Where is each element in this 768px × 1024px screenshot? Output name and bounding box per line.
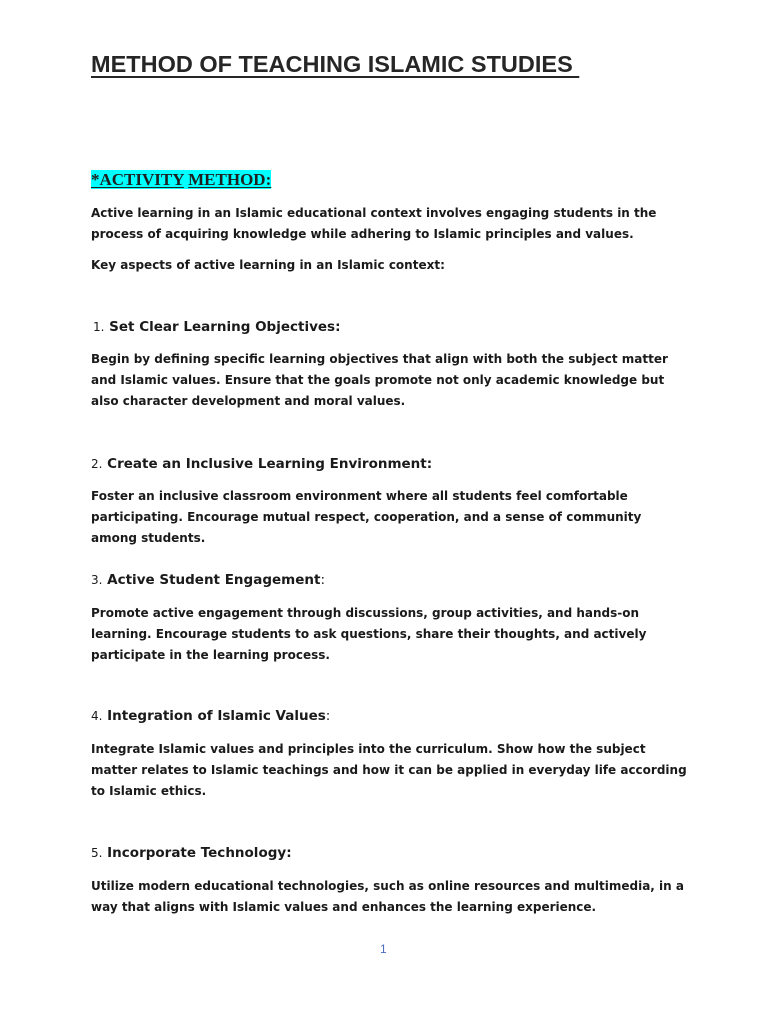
item-body-2: Foster an inclusive classroom environment where all students feel comfortable participating. Encourage mutual respect, cooperation, and a sense of community among students. <box>91 489 642 545</box>
item-number: 3. <box>91 573 103 587</box>
item-colon: : <box>335 319 341 335</box>
item-heading-3 <box>91 572 325 588</box>
item-body-3: Promote active engagement through discussions, group activities, and hands-on learning. Encourage students to ask questions, share their thoughts, and actively participate in the learning process. <box>91 606 647 662</box>
item-number: 5. <box>91 846 103 860</box>
item-number: 1. <box>93 320 105 334</box>
document-title: METHOD OF TEACHING ISLAMIC STUDIES <box>91 51 580 77</box>
item-colon: : <box>426 456 433 472</box>
item-heading-2 <box>91 456 432 472</box>
key-aspects-line: Key aspects of active learning in an Islamic context: <box>91 258 445 272</box>
section-heading <box>91 170 271 190</box>
item-body-5: Utilize modern educational technologies, such as online resources and multimedia, in a way that aligns with Islamic values and enhances the learning experience. <box>91 879 684 914</box>
section-heading-method: METHOD: <box>188 170 272 189</box>
section-heading-prefix: *ACTIVITY <box>91 170 184 189</box>
item-title: Active Student Engagement <box>107 572 321 588</box>
item-body-4: Integrate Islamic values and principles into the curriculum. Show how the subject matter relates to Islamic teachings and how it can be applied in everyday life according to Islamic ethics. <box>91 742 687 798</box>
item-colon: : <box>325 708 331 724</box>
item-title: Integration of Islamic Values <box>107 708 326 724</box>
item-colon: : <box>320 572 325 588</box>
item-number: 2. <box>91 457 103 471</box>
item-heading-1 <box>93 319 341 335</box>
item-number: 4. <box>91 709 103 723</box>
item-body-1: Begin by defining specific learning objectives that align with both the subject matter and Islamic values. Ensure that the goals promote not only academic knowledge but also character development and moral values. <box>91 352 668 408</box>
item-heading-4 <box>91 708 330 724</box>
page-number: 1 <box>380 942 387 956</box>
item-heading-5 <box>91 845 292 861</box>
intro-paragraph: Active learning in an Islamic educational context involves engaging students in the process of acquiring knowledge while adhering to Islamic principles and values. <box>91 206 657 241</box>
item-title: Set Clear Learning Objectives <box>109 319 336 335</box>
item-title: Incorporate Technology <box>107 845 287 861</box>
item-colon: : <box>286 845 292 861</box>
item-title: Create an Inclusive Learning Environment <box>107 456 427 472</box>
